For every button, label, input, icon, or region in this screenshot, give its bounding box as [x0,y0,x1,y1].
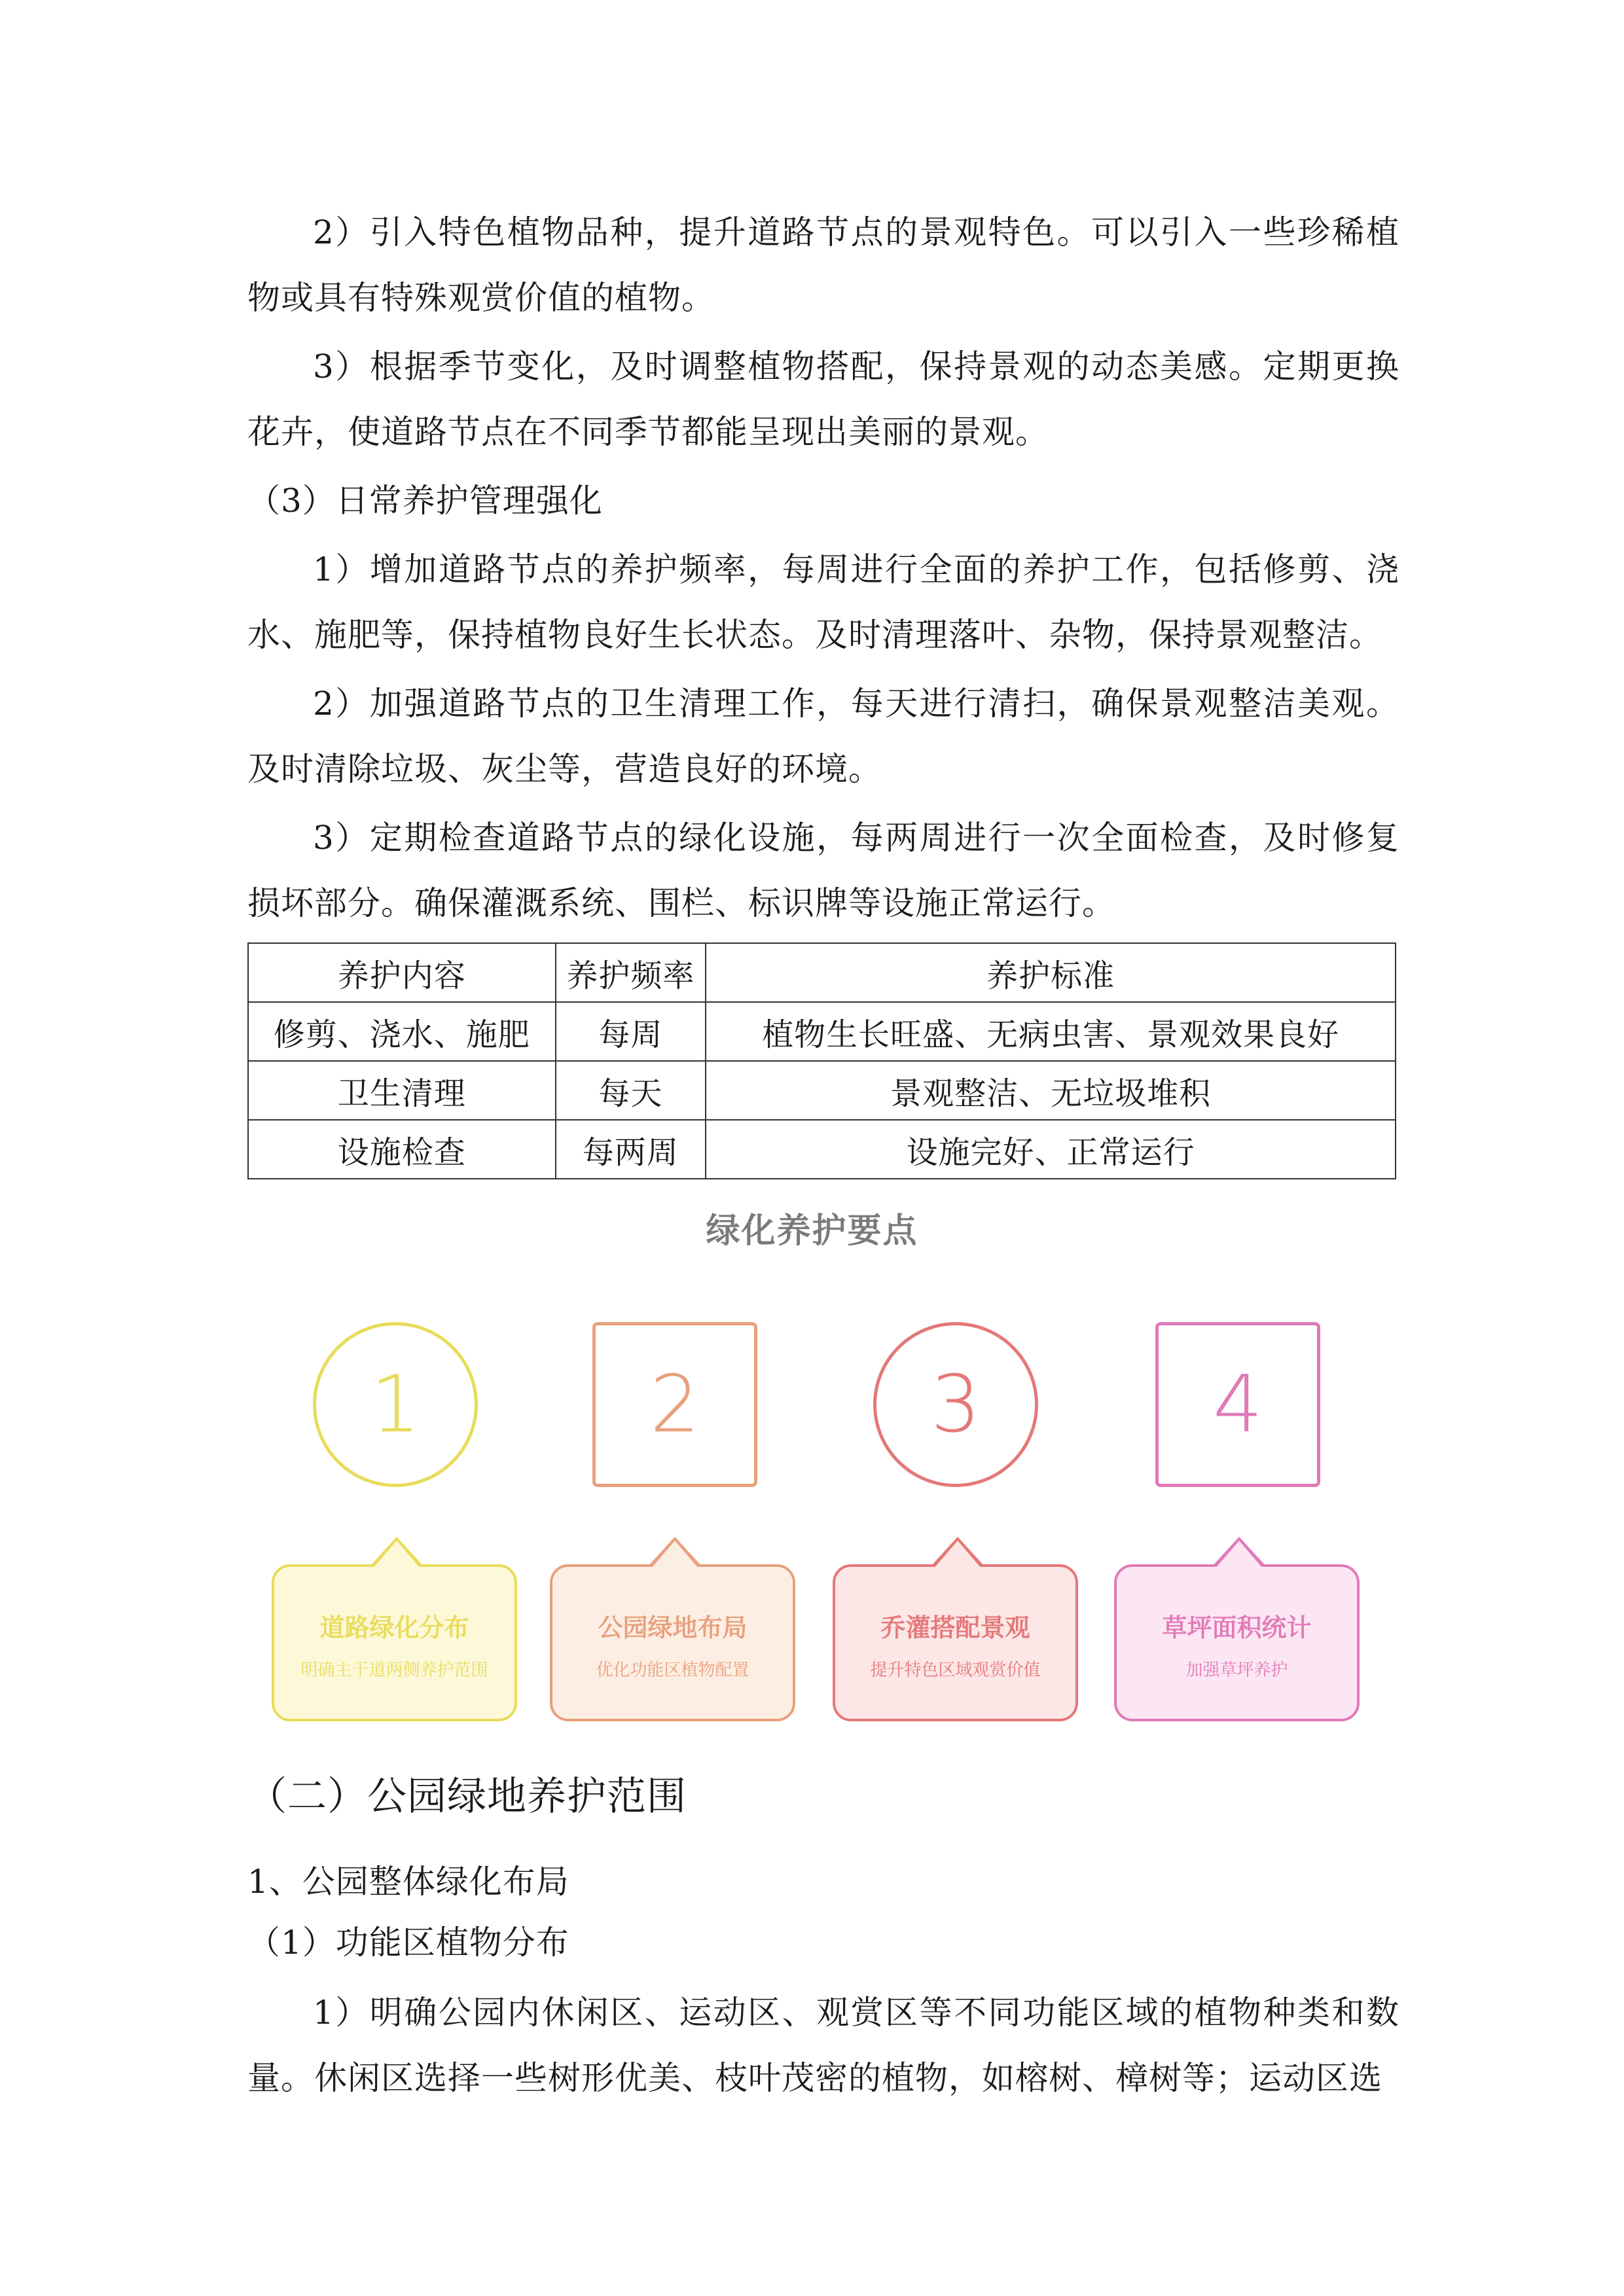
table-row [248,1002,1396,1061]
figure-title: 绿化养护要点 [706,1211,918,1251]
subsection-heading: （1）功能区植物分布 [247,1924,569,1962]
table-header-cell: 养护频率 [556,943,706,1002]
table-cell: 每天 [556,1061,706,1120]
table-cell: 每周 [556,1002,706,1061]
card-title: 草坪面积统计 [1162,1613,1312,1642]
card-title: 乔灌搭配景观 [880,1613,1030,1642]
card-description: 明确主干道两侧养护范围 [300,1660,488,1680]
table-header-row [248,943,1396,1002]
table-cell: 每两周 [556,1120,706,1179]
paragraph: 2）引入特色植物品种，提升道路节点的景观特色。可以引入一些珍稀植物或具有特殊观赏价值的植物。 [247,213,1399,317]
table-cell: 景观整洁、无垃圾堆积 [706,1061,1396,1120]
table-cell: 修剪、浇水、施肥 [248,1002,556,1061]
paragraph: 1）明确公园内休闲区、运动区、观赏区等不同功能区域的植物种类和数量。休闲区选择一些树形优美、枝叶茂密的植物，如榕树、樟树等；运动区选 [247,1994,1399,2097]
table-cell: 设施检查 [248,1120,556,1179]
section-heading: （3）日常养护管理强化 [247,482,603,520]
card-title: 公园绿地布局 [598,1613,748,1642]
paragraph: 3）定期检查道路节点的绿化设施，每两周进行一次全面检查，及时修复损坏部分。确保灌溉系统、围栏、标识牌等设施正常运行。 [247,819,1399,922]
step-number-1: 1 [313,1322,478,1487]
step-number-3: 3 [873,1322,1038,1487]
card-pointer-fill [934,1541,981,1568]
card-description: 提升特色区域观赏价值 [870,1660,1041,1680]
step-card-3 [833,1564,1078,1721]
card-description: 优化功能区植物配置 [596,1660,749,1680]
card-title: 道路绿化分布 [319,1613,469,1642]
table-header-cell: 养护内容 [248,943,556,1002]
card-pointer-fill [373,1541,420,1568]
table-row [248,1120,1396,1179]
card-description: 加强草坪养护 [1185,1660,1288,1680]
maintenance-table [247,942,1396,1179]
step-number-2: 2 [592,1322,757,1487]
section-heading: （二）公园绿地养护范围 [247,1774,687,1820]
paragraph: 1）增加道路节点的养护频率，每周进行全面的养护工作，包括修剪、浇水、施肥等，保持植物良好生长状态。及时清理落叶、杂物，保持景观整洁。 [247,550,1399,654]
step-card-2 [550,1564,795,1721]
subsection-heading: 1、公园整体绿化布局 [247,1863,569,1901]
table-cell: 设施完好、正常运行 [706,1120,1396,1179]
step-card-4 [1114,1564,1360,1721]
step-number-4: 4 [1155,1322,1320,1487]
card-pointer-fill [1216,1541,1263,1568]
paragraph: 2）加强道路节点的卫生清理工作，每天进行清扫，确保景观整洁美观。及时清除垃圾、灰尘等，营造良好的环境。 [247,685,1399,788]
card-pointer-fill [651,1541,698,1568]
paragraph: 3）根据季节变化，及时调整植物搭配，保持景观的动态美感。定期更换花卉，使道路节点在不同季节都能呈现出美丽的景观。 [247,348,1399,451]
table-cell: 植物生长旺盛、无病虫害、景观效果良好 [706,1002,1396,1061]
table-header-cell: 养护标准 [706,943,1396,1002]
table-cell: 卫生清理 [248,1061,556,1120]
step-card-1 [272,1564,517,1721]
table-row [248,1061,1396,1120]
